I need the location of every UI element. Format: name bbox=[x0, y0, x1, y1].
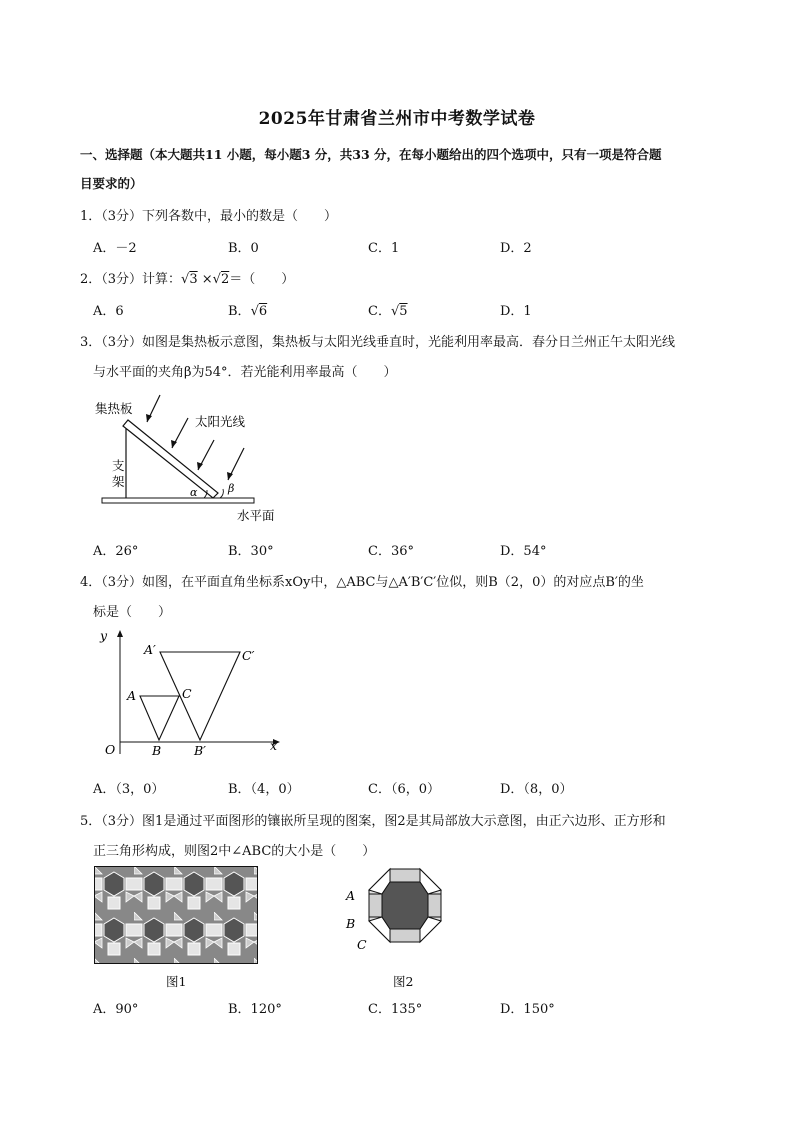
question-2-stem bbox=[80, 268, 294, 287]
octagon-figure-2 bbox=[340, 864, 460, 964]
page-title: 2025年甘肃省兰州市中考数学试卷 bbox=[258, 109, 536, 129]
point-b-prime-label: B′ bbox=[194, 743, 207, 758]
question-3-option-d: D．54° bbox=[500, 544, 547, 559]
question-1-option-b: B．0 bbox=[228, 241, 259, 256]
point-a-prime-label: A′ bbox=[144, 642, 156, 657]
question-4-option-b: B．（4，0） bbox=[228, 782, 300, 797]
question-4-option-d: D．（8，0） bbox=[500, 782, 573, 797]
sun-rays bbox=[147, 395, 244, 480]
question-3-option-a: A．26° bbox=[93, 544, 139, 559]
question-1-option-a: A．－2 bbox=[93, 241, 137, 256]
support-label-1: 支 bbox=[112, 458, 125, 473]
origin-label: O bbox=[105, 742, 116, 757]
question-4-option-c: C．（6，0） bbox=[368, 782, 440, 797]
question-2-option-c: C．√5 bbox=[368, 304, 408, 319]
question-4-option-a: A．（3，0） bbox=[93, 782, 165, 797]
question-5-option-d: D．150° bbox=[500, 1002, 555, 1017]
times-operator: × bbox=[201, 272, 213, 287]
figure-1-caption: 图1 bbox=[166, 974, 187, 989]
sqrt-3: √3 bbox=[181, 272, 198, 287]
question-4-stem-line1: 4．（3分）如图，在平面直角坐标系xOy中，△ABC与△A′B′C′位似，则B（2，0）的对应点B′的坐 bbox=[80, 575, 644, 590]
coordinate-figure bbox=[90, 622, 290, 762]
sun-label: 太阳光线 bbox=[195, 414, 246, 429]
point-a-label-fig2: A bbox=[346, 888, 356, 903]
question-1-option-c: C．1 bbox=[368, 241, 400, 256]
triangle-abc bbox=[140, 696, 179, 740]
support-label-2: 架 bbox=[112, 474, 125, 489]
section-heading-line1: 一、选择题（本大题共11 小题，每小题3 分，共33 分，在每小题给出的四个选项中，只有一项是符合题 bbox=[80, 147, 662, 162]
question-5-stem-line1: 5．（3分）图1是通过平面图形的镶嵌所呈现的图案，图2是其局部放大示意图，由正六边形、正方形和 bbox=[80, 814, 666, 829]
question-2-prefix: 2．（3分）计算： bbox=[80, 272, 182, 287]
question-3-stem-line1: 3．（3分）如图是集热板示意图，集热板与太阳光线垂直时，光能利用率最高．春分日兰州正午太阳光线 bbox=[80, 335, 676, 350]
question-2-option-d: D．1 bbox=[500, 304, 532, 319]
central-hexagon bbox=[382, 882, 428, 929]
question-2-option-b: B．√6 bbox=[228, 304, 268, 319]
question-2-suffix: ＝（ ） bbox=[229, 272, 295, 287]
question-2-option-a: A．6 bbox=[93, 304, 124, 319]
question-5-option-a: A．90° bbox=[93, 1002, 139, 1017]
question-3-stem-line2: 与水平面的夹角β为54°．若光能利用率最高（ ） bbox=[93, 365, 397, 380]
point-c-prime-label: C′ bbox=[242, 648, 255, 663]
y-label: y bbox=[100, 628, 108, 643]
point-b-label: B bbox=[152, 743, 162, 758]
question-5-option-c: C．135° bbox=[368, 1002, 423, 1017]
question-4-stem-line2: 标是（ ） bbox=[93, 605, 172, 620]
point-c-label: C bbox=[182, 686, 192, 701]
question-1-option-d: D．2 bbox=[500, 241, 532, 256]
beta-arc bbox=[220, 489, 223, 498]
question-3-option-c: C．36° bbox=[368, 544, 414, 559]
question-3-option-b: B．30° bbox=[228, 544, 274, 559]
point-c-label-fig2: C bbox=[357, 937, 367, 952]
solar-panel-figure bbox=[90, 390, 275, 525]
tessellation-figure-1 bbox=[94, 866, 258, 964]
sqrt-2: √2 bbox=[212, 272, 230, 287]
ground-surface bbox=[102, 498, 254, 503]
alpha-label: α bbox=[190, 486, 198, 499]
y-axis-arrow bbox=[117, 630, 123, 637]
figure-2-caption: 图2 bbox=[393, 974, 414, 989]
beta-label: β bbox=[228, 482, 235, 495]
question-5-option-b: B．120° bbox=[228, 1002, 282, 1017]
question-5-stem-line2: 正三角形构成，则图2中∠ABC的大小是（ ） bbox=[93, 844, 376, 859]
section-heading-line2: 目要求的） bbox=[80, 176, 143, 191]
tessellation-pattern bbox=[95, 867, 258, 964]
x-label: x bbox=[270, 738, 278, 753]
point-b-label-fig2: B bbox=[346, 916, 356, 931]
question-1-stem: 1．（3分）下列各数中，最小的数是（ ） bbox=[80, 209, 338, 224]
board-label: 集热板 bbox=[95, 401, 133, 416]
point-a-label: A bbox=[127, 688, 137, 703]
ground-label: 水平面 bbox=[237, 508, 275, 523]
